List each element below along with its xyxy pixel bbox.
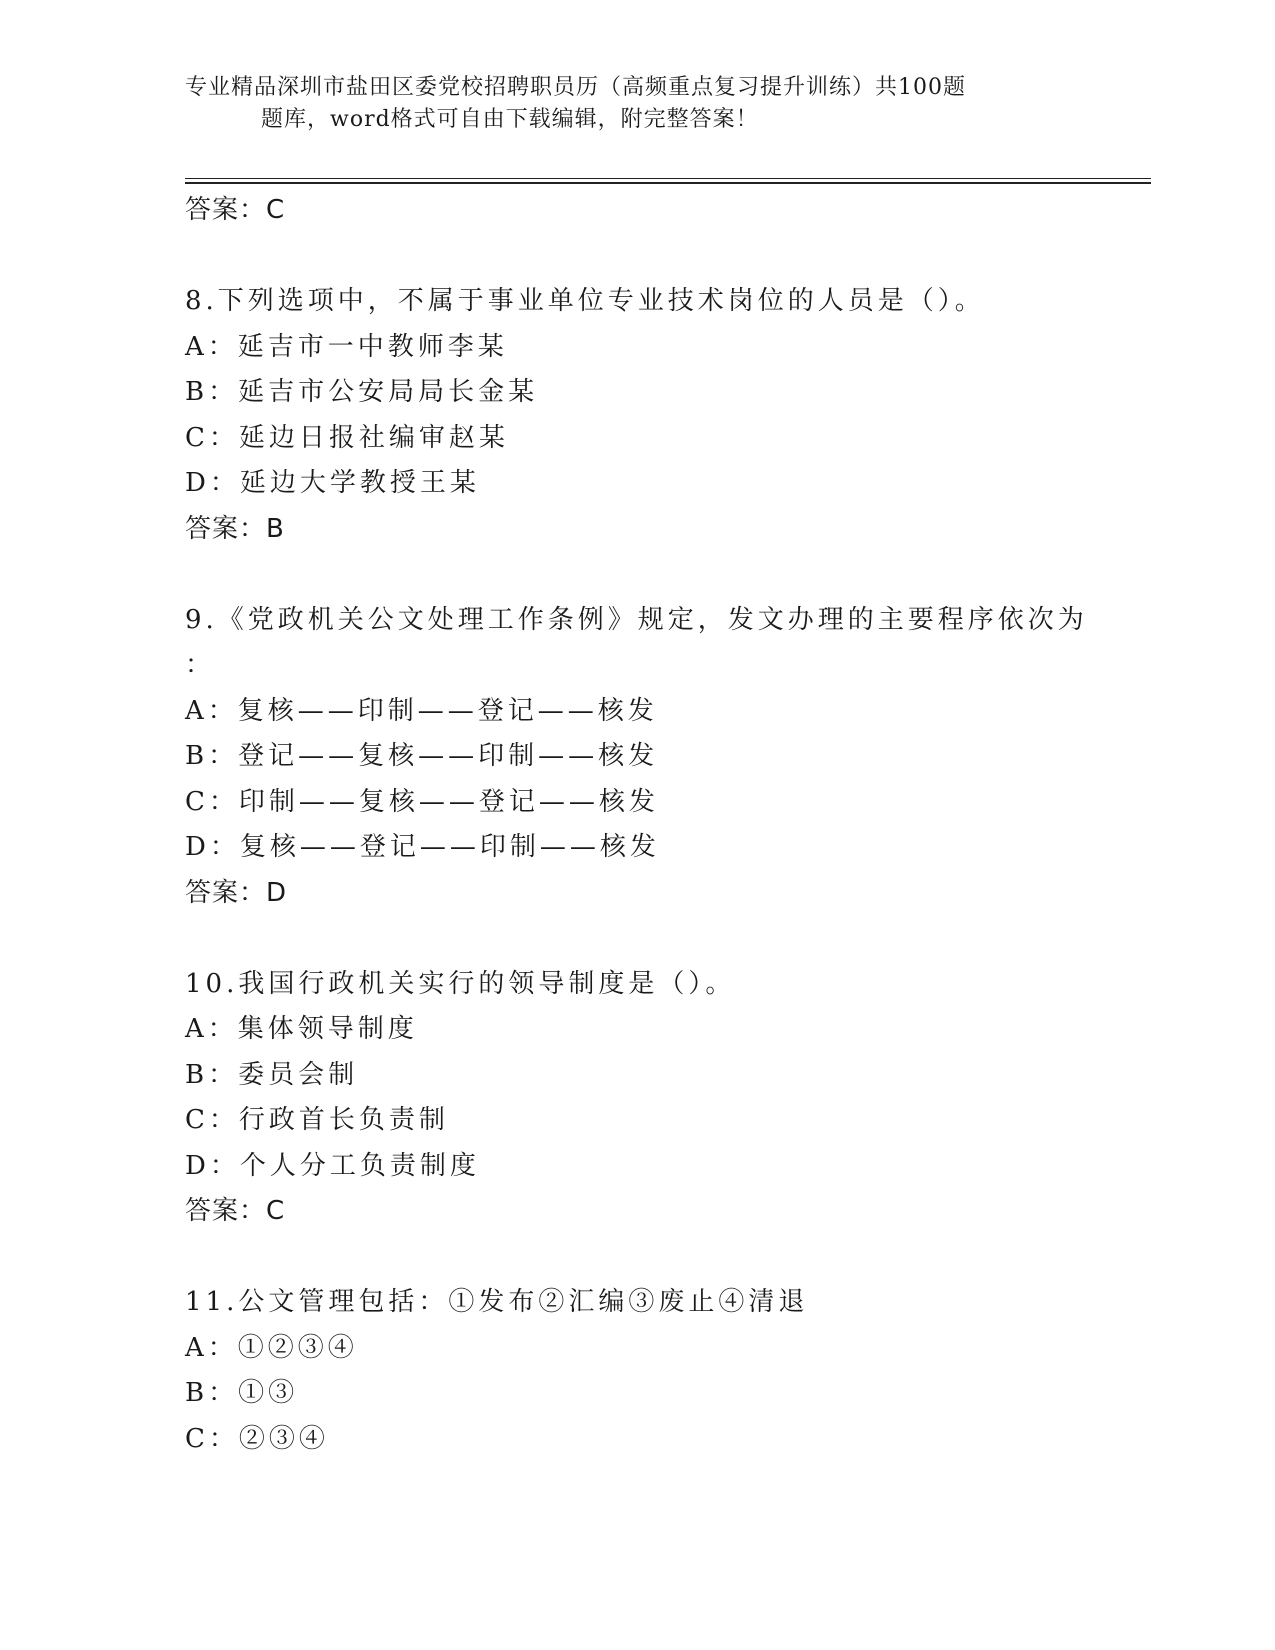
spacer bbox=[185, 234, 1085, 280]
question-stem: 10.我国行政机关实行的领导制度是（）。 bbox=[185, 968, 736, 999]
question-block bbox=[185, 279, 1085, 552]
option-d: D：延边大学教授王某 bbox=[185, 468, 480, 498]
question-stem: 11.公文管理包括：①发布②汇编③废止④清退 bbox=[185, 1287, 809, 1317]
answer-line: 答案：C bbox=[185, 195, 286, 225]
option-c: C：②③④ bbox=[185, 1423, 329, 1454]
spacer bbox=[185, 916, 1085, 962]
question-block bbox=[185, 962, 1085, 1235]
question-stem: 9.《党政机关公文处理工作条例》规定，发文办理的主要程序依次为 bbox=[185, 604, 1088, 635]
option-a: A：①②③④ bbox=[185, 1332, 358, 1363]
option-c: C：印制——复核——登记——核发 bbox=[185, 786, 659, 817]
question-stem: 8.下列选项中，不属于事业单位专业技术岗位的人员是（）。 bbox=[185, 286, 985, 316]
option-b: B：①③ bbox=[185, 1378, 299, 1408]
answer-line: 答案：C bbox=[185, 1196, 286, 1226]
page-header bbox=[185, 72, 1085, 136]
spacer bbox=[185, 552, 1085, 598]
option-a: A：复核——印制——登记——核发 bbox=[185, 695, 658, 726]
question-stem-continued: ： bbox=[185, 650, 216, 680]
option-d: D：复核——登记——印制——核发 bbox=[185, 832, 660, 862]
header-line-1: 专业精品深圳市盐田区委党校招聘职员历（高频重点复习提升训练）共100题 bbox=[185, 75, 966, 100]
header-rule-thin bbox=[185, 178, 1151, 179]
answer-line: 答案：D bbox=[185, 877, 288, 908]
option-c: C：行政首长负责制 bbox=[185, 1105, 449, 1135]
option-b: B：委员会制 bbox=[185, 1059, 359, 1090]
header-rule-thick bbox=[185, 182, 1151, 184]
header-line-2: 题库，word格式可自由下载编辑，附完整答案！ bbox=[261, 107, 759, 132]
question-block bbox=[185, 598, 1088, 917]
option-a: A：延吉市一中教师李某 bbox=[185, 331, 508, 362]
spacer bbox=[185, 1235, 1085, 1281]
option-d: D：个人分工负责制度 bbox=[185, 1150, 480, 1181]
option-a: A：集体领导制度 bbox=[185, 1014, 418, 1044]
document-body bbox=[185, 188, 1088, 1462]
question-block bbox=[185, 1280, 1085, 1462]
option-b: B：登记——复核——印制——核发 bbox=[185, 741, 659, 771]
option-c: C：延边日报社编审赵某 bbox=[185, 422, 509, 453]
answer-line: 答案：B bbox=[185, 513, 285, 544]
option-b: B：延吉市公安局局长金某 bbox=[185, 377, 539, 407]
